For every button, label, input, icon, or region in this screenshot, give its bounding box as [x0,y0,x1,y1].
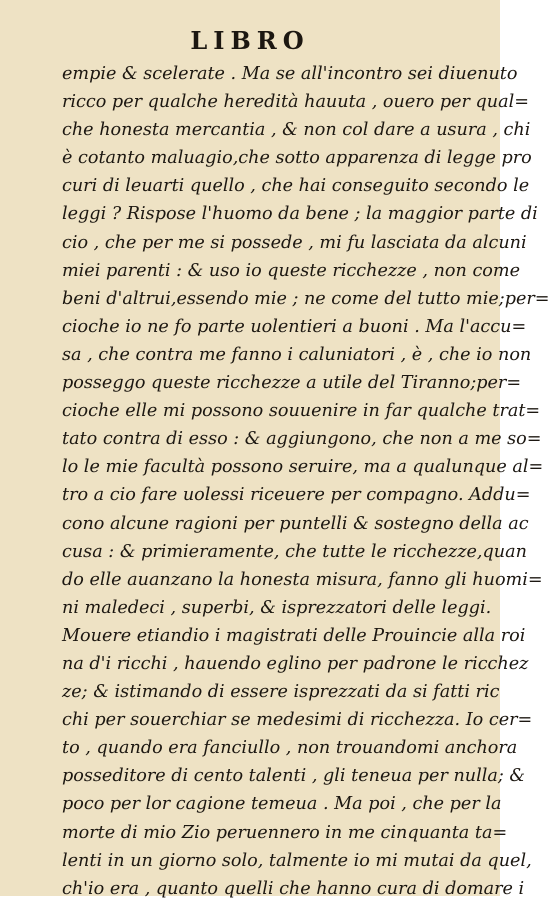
text-line: cono alcune ragioni per puntelli & sostegno della ac [62,513,529,534]
text-line: empie & scelerate . Ma se all'incontro sei diuenuto [62,64,518,84]
text-line: cio , che per me si possede , mi fu lasciata da alcuni [62,232,527,253]
text-line: sa , che contra me fanno i caluniatori , è , che io non [62,344,532,365]
text-line: lo le mie facultà possono seruire, ma a qualunque al= [62,457,544,478]
page-body-text [62,60,550,903]
text-line: posseggo queste ricchezze a utile del Tiranno;per= [62,373,522,394]
text-line: ch'io era , quanto quelli che hanno cura di domare i [62,878,525,899]
text-line: tro a cio fare uolessi riceuere per compagno. Addu= [62,485,531,506]
text-line: morte di mio Zio peruennero in me cinquanta ta= [62,822,508,843]
text-line: cioche elle mi possono souuenire in far qualche trat= [62,401,541,422]
text-line: ni maledeci , superbi, & isprezzatori delle leggi. [62,597,492,618]
running-head: LIBRO [190,26,310,55]
text-line: miei parenti : & uso io queste ricchezze , non come [62,260,520,281]
text-line: Mouere etiandio i magistrati delle Prouincie alla roi [62,625,526,646]
text-line: ricco per qualche heredità hauuta , ouero per qual= [62,92,529,113]
text-line: na d'i ricchi , hauendo eglino per padrone le ricchez [62,653,529,674]
text-line: cusa : & primieramente, che tutte le ricchezze,quan [62,541,527,562]
text-line: cioche io ne fo parte uolentieri a buoni . Ma l'accu= [62,316,527,337]
text-line: è cotanto maluagio,che sotto apparenza di legge pro [62,148,532,169]
text-line: curi di leuarti quello , che hai conseguito secondo le [62,176,530,197]
text-line: tato contra di esso : & aggiungono, che non a me so= [62,429,542,450]
text-line: to , quando era fanciullo , non trouandomi anchora [62,738,518,759]
text-line: lenti in un giorno solo, talmente io mi mutai da quel, [62,850,532,871]
text-line: posseditore di cento talenti , gli teneua per nulla; & [62,766,526,787]
text-line: do elle auanzano la honesta misura, fanno gli huomi= [62,569,543,590]
text-line: poco per lor cagione temeua . Ma poi , che per la [62,794,502,815]
text-line: che honesta mercantia , & non col dare a usura , chi [62,120,531,141]
text-line: chi per souerchiar se medesimi di ricchezza. Io cer= [62,710,533,731]
text-line: leggi ? Rispose l'huomo da bene ; la maggior parte di [62,204,538,225]
text-line: beni d'altrui,essendo mie ; ne come del tutto mie;per= [62,288,550,309]
text-line: ze; & istimando di essere isprezzati da si fatti ric [62,682,500,703]
